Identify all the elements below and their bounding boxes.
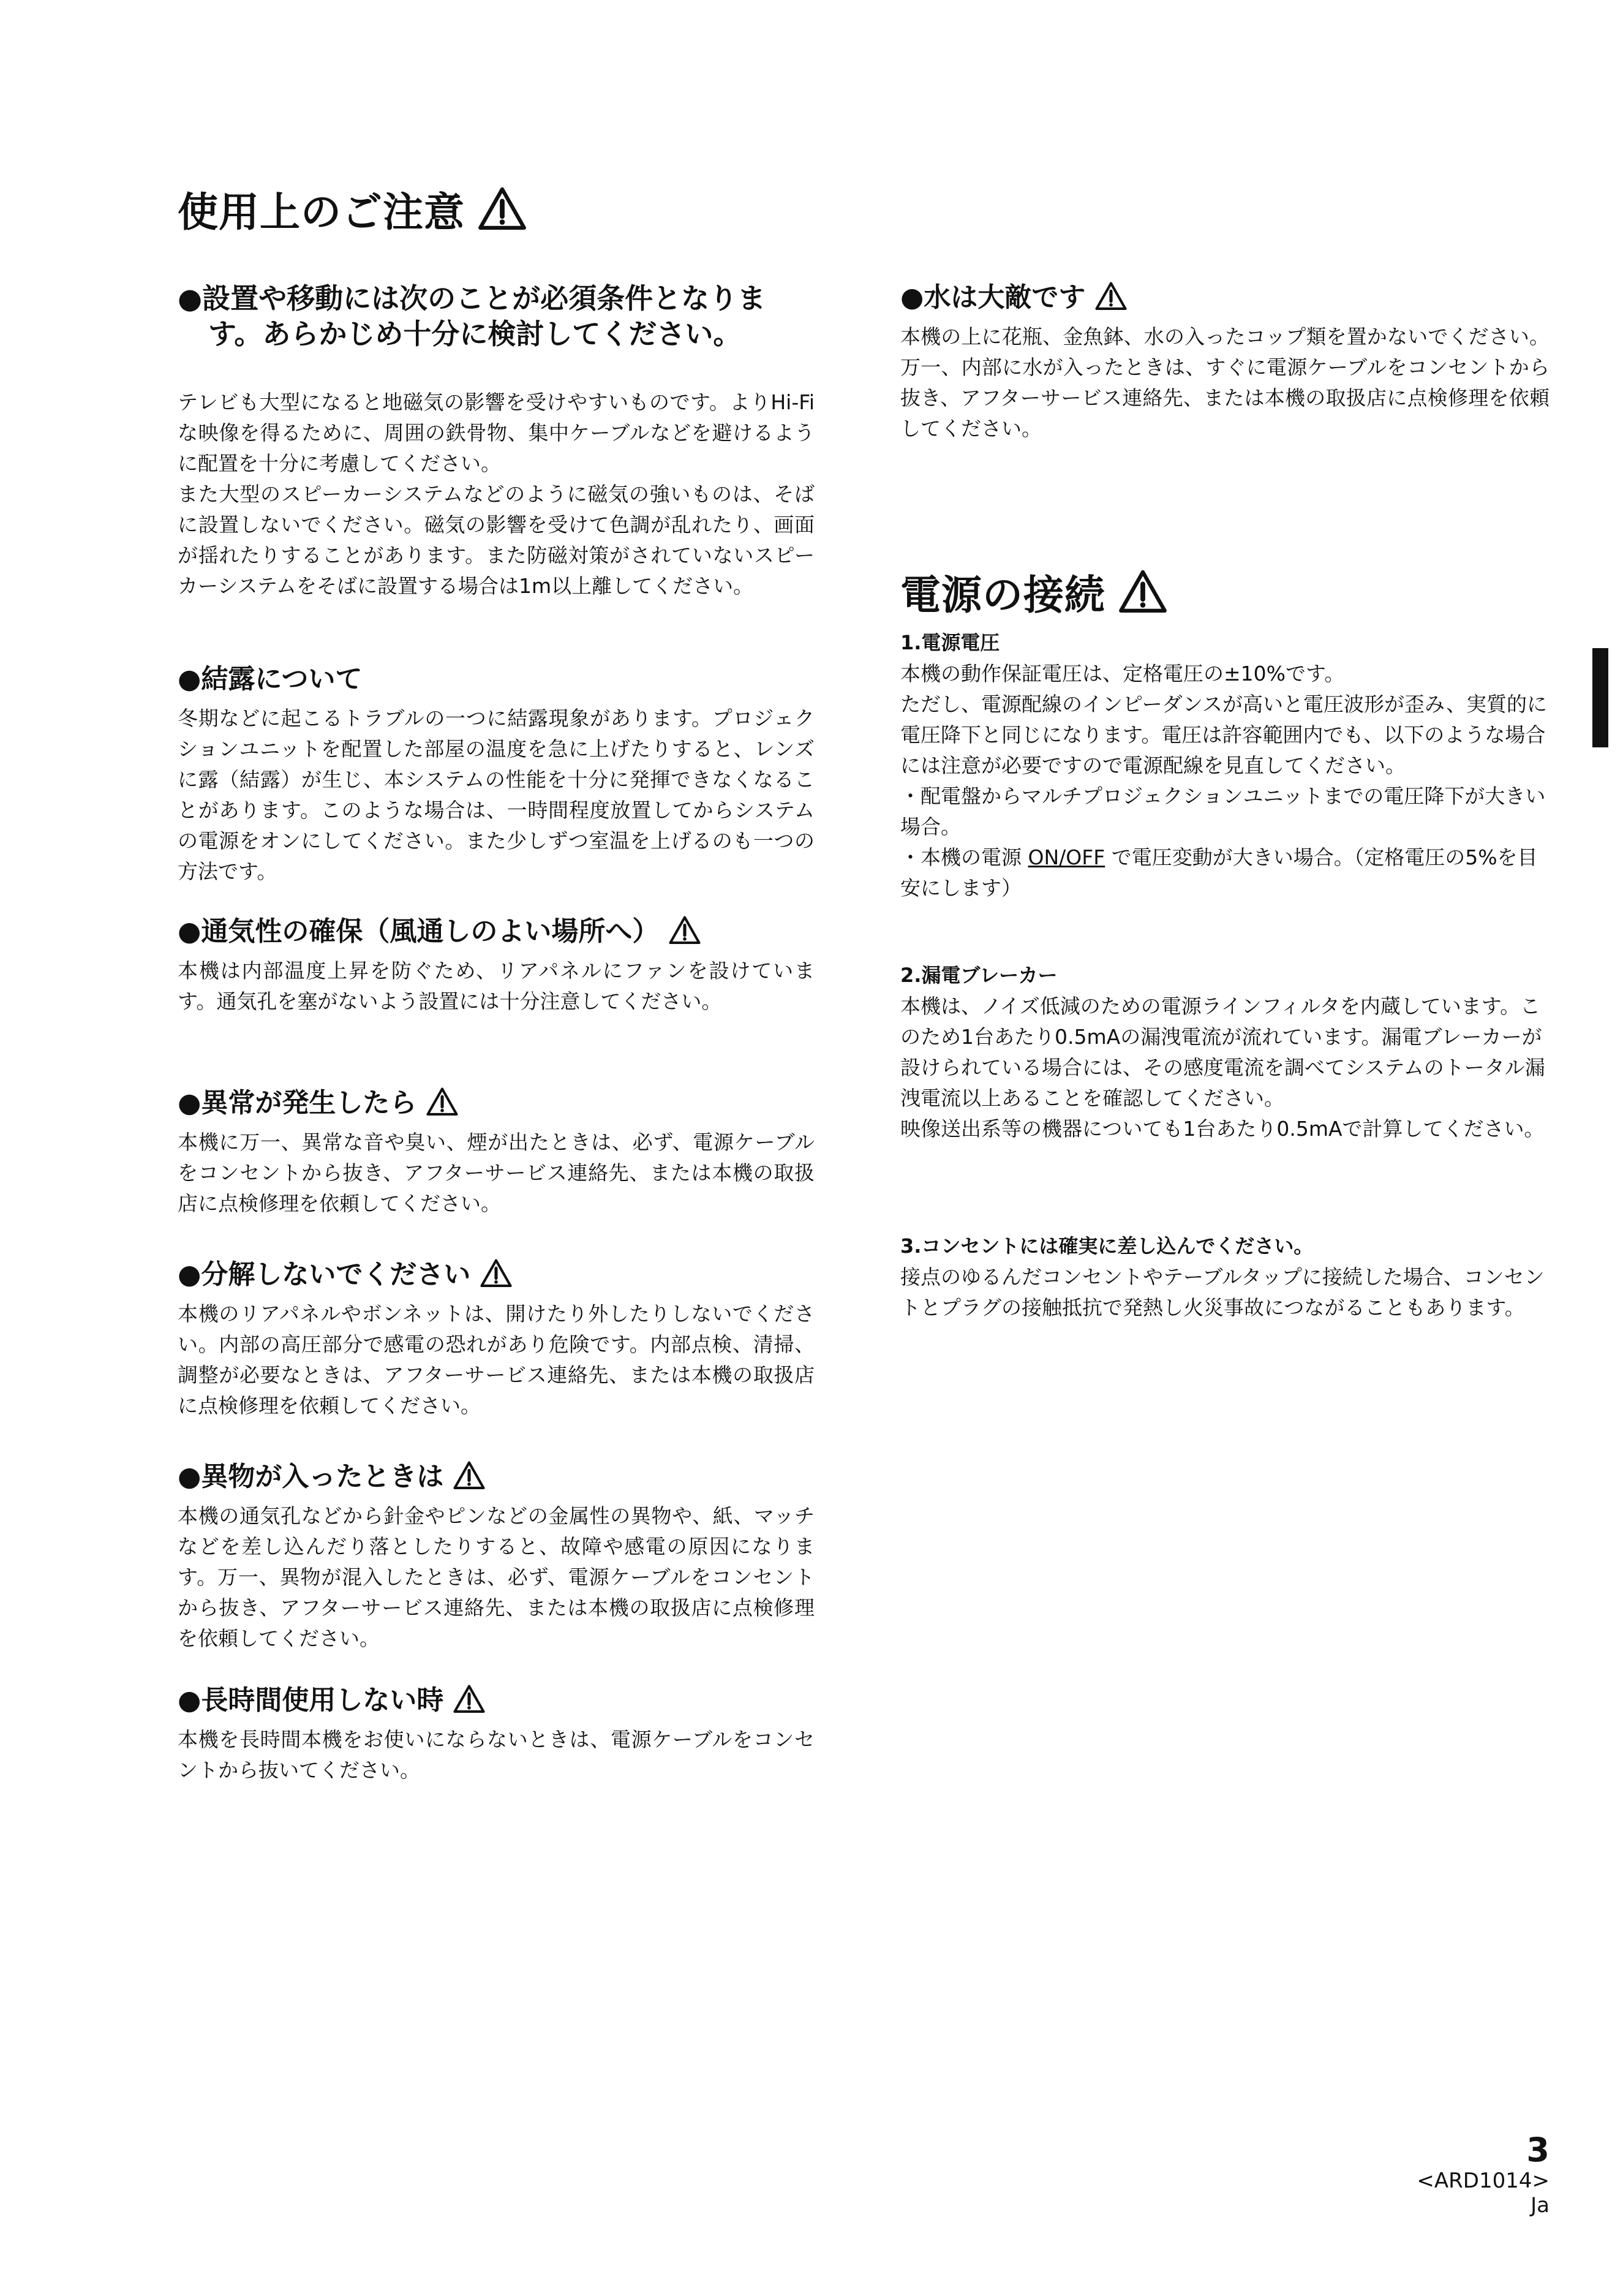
document-code: <ARD1014> <box>1417 2169 1550 2193</box>
section-body: 本機の上に花瓶、金魚鉢、水の入ったコップ類を置かないでください。万一、内部に水が入ったときは、すぐに電源ケーブルをコンセントから抜き、アフターサービス連絡先、または本機の取扱店に点検修理を依頼してください。 <box>900 325 1550 440</box>
section-heading: ●設置や移動には次のことが必須条件となります。あらかじめ十分に検討してください。 <box>178 282 766 350</box>
section-heading-text: ●分解しないでください <box>178 1259 471 1290</box>
item-body: 本機は、ノイズ低減のための電源ラインフィルタを内蔵しています。このため1台あたり0.5mAの漏洩電流が流れています。漏電ブレーカーが設けられている場合には、その感度電流を調べてシステムのトータル漏洩電流以上あることを確認してください。 映像送出系等の機器についても1台あたり0.5mAで計算してください。 <box>900 994 1545 1141</box>
section-body: 冬期などに起こるトラブルの一つに結露現象があります。プロジェクションユニットを配置した部屋の温度を急に上げたりすると、レンズに露（結露）が生じ、本システムの性能を十分に発揮できなくなることがあります。このような場合は、一時間程度放置してからシステムの電源をオンにしてください。また少しずつ室温を上げるのも一つの方法です。 <box>178 706 815 883</box>
section-water <box>900 279 1550 444</box>
page-footer <box>1417 2132 1550 2218</box>
section-body: 本機に万一、異常な音や臭い、煙が出たときは、必ず、電源ケーブルをコンセントから抜き、アフターサービス連絡先、または本機の取扱店に点検修理を依頼してください。 <box>178 1130 815 1215</box>
section-heading <box>900 279 1550 317</box>
power-title <box>900 570 1167 619</box>
on-off-label: ON/OFF <box>1028 845 1105 869</box>
section-body: 本機のリアパネルやボンネットは、開けたり外したりしないでください。内部の高圧部分で感電の恐れがあり危険です。内部点検、清掃、調整が必要なときは、アフターサービス連絡先、または本機の取扱店に点検修理を依頼してください。 <box>178 1302 815 1418</box>
section-tab-marker <box>1592 648 1608 747</box>
section-installation <box>178 281 815 602</box>
section-heading <box>178 913 815 951</box>
section-body: 本機の通気孔などから針金やピンなどの金属性の異物や、紙、マッチなどを差し込んだり落としたりすると、故障や感電の原因になります。万一、異物が混入したときは、必ず、電源ケーブルをコンセントから抜き、アフターサービス連絡先、または本機の取扱店に点検修理を依頼してください。 <box>178 1504 815 1650</box>
warning-icon <box>453 1685 485 1713</box>
section-heading <box>178 1458 815 1496</box>
warning-icon <box>1119 570 1167 613</box>
item-heading: 2.漏電ブレーカー <box>900 964 1058 987</box>
item-body: 接点のゆるんだコンセントやテーブルタップに接続した場合、コンセントとプラグの接触抵抗で発熱し火災事故につながることもあります。 <box>900 1265 1545 1320</box>
warning-icon <box>426 1087 458 1116</box>
power-title-text: 電源の接続 <box>900 572 1105 619</box>
section-heading-text: ●異物が入ったときは <box>178 1461 444 1492</box>
section-body: 本機は内部温度上昇を防ぐため、リアパネルにファンを設けています。通気孔を塞がないよう設置には十分注意してください。 <box>178 959 815 1013</box>
section-heading <box>178 1256 815 1294</box>
section-heading-text: ●長時間使用しない時 <box>178 1685 444 1716</box>
section-long-idle <box>178 1682 815 1786</box>
section-foreign-objects <box>178 1458 815 1654</box>
section-heading-text: ●水は大敵です <box>900 282 1086 313</box>
warning-icon <box>480 1259 512 1287</box>
page-title <box>178 187 526 236</box>
language-code: Ja <box>1531 2193 1550 2218</box>
page-number: 3 <box>1526 2131 1550 2169</box>
section-body: テレビも大型になると地磁気の影響を受けやすいものです。よりHi-Fiな映像を得るために、周囲の鉄骨物、集中ケーブルなどを避けるように配置を十分に考慮してください。 また大型のスピーカーシステムなどのように磁気の強いものは、そばに設置しないでください。磁気の影響を受けて色調が乱れたり、画面が揺れたりすることがあります。また防磁対策がされていないスピーカーシステムをそばに設置する場合は1m以上離してください。 <box>178 390 815 598</box>
section-heading <box>178 1682 815 1720</box>
item-body-part: 本機の動作保証電圧は、定格電圧の±10%です。 ただし、電源配線のインピーダンスが高いと電圧波形が歪み、実質的に電圧降下と同じになります。電圧は許容範囲内でも、以下のような場合には注意が必要ですので電源配線を見直してください。 ・配電盤からマルチプロジェクションユニットまでの電圧降下が大きい場合。 ・本機の電源 <box>900 662 1547 869</box>
item-power-voltage <box>900 628 1550 904</box>
item-body <box>900 659 1550 904</box>
section-body: 本機を長時間本機をお使いにならないときは、電源ケーブルをコンセントから抜いてください。 <box>178 1728 815 1782</box>
section-disassembly <box>178 1256 815 1421</box>
section-heading: ●結露について <box>178 663 363 695</box>
section-heading <box>178 1084 815 1122</box>
section-ventilation <box>178 913 815 1017</box>
section-condensation <box>178 660 815 887</box>
section-heading-text: ●通気性の確保（風通しのよい場所へ） <box>178 916 660 947</box>
warning-icon <box>669 916 701 944</box>
item-outlet <box>900 1231 1550 1323</box>
section-abnormality <box>178 1084 815 1219</box>
warning-icon <box>453 1461 485 1489</box>
warning-icon <box>1095 282 1127 310</box>
item-heading: 3.コンセントには確実に差し込んでください。 <box>900 1234 1314 1258</box>
page-title-text: 使用上のご注意 <box>178 189 465 236</box>
warning-icon <box>478 187 526 230</box>
item-leakage-breaker <box>900 961 1550 1144</box>
section-heading-text: ●異常が発生したら <box>178 1087 417 1119</box>
item-heading: 1.電源電圧 <box>900 631 1000 654</box>
item-body-part: で電圧変動が大きい場合。（定格電圧の5%を目安にします） <box>900 845 1538 900</box>
